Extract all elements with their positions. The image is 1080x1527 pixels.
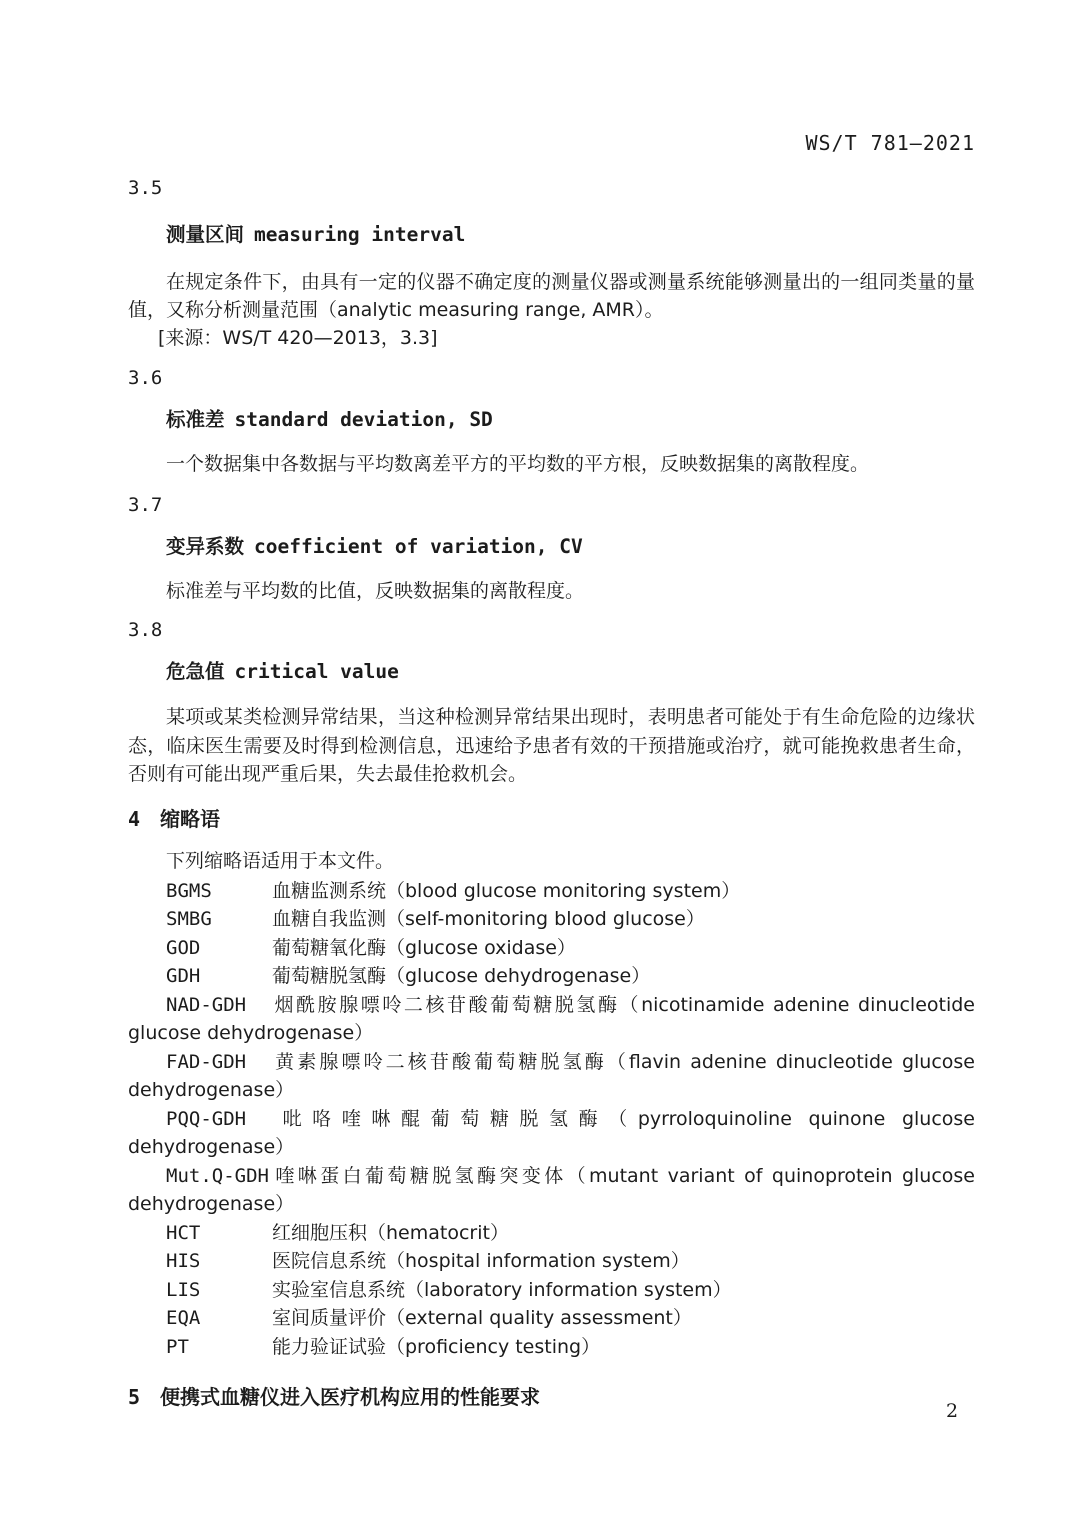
abbr-code: LIS [166,1278,201,1301]
chapter-title-5: 便携式血糖仪进入医疗机构应用的性能要求 [160,1385,541,1409]
page-number: 2 [946,1400,959,1422]
abbr-item-eqa [128,1304,975,1333]
abbr-definition: 吡咯喹啉醌葡萄糖脱氢酶（pyrroloquinoline quinone glucose dehydrogenase） [128,1107,975,1158]
abbr-code: HIS [166,1250,201,1272]
chapter-number-4: 4 [128,806,141,831]
term-heading-3-7 [128,534,975,560]
paragraph-3-7: 标准差与平均数的比值，反映数据集的离散程度。 [166,580,585,602]
abbr-item-nad-gdh [128,991,975,1048]
abbr-item-pqq-gdh [128,1105,975,1162]
abbr-item-bgms [128,877,975,906]
abbr-code: GDH [166,965,201,987]
chapter-heading-4 [128,806,975,833]
term-cn-3-5: 测量区间 [166,223,245,246]
abbr-code: BGMS [166,879,212,902]
abbr-code: PT [166,1335,189,1358]
abbr-item-god [128,934,975,963]
term-cn-3-7: 变异系数 [166,535,245,558]
term-en-3-8: critical value [234,660,399,683]
abbr-item-lis [128,1276,975,1305]
abbr-code: SMBG [166,908,212,930]
doc-code-header: WS/T 781—2021 [805,131,975,155]
abbr-item-fad-gdh [128,1048,975,1105]
paragraph-3-5: 在规定条件下，由具有一定的仪器不确定度的测量仪器或测量系统能够测量出的一组同类量的量值，又称分析测量范围（analytic measuring range, AMR）。 [128,271,975,321]
term-heading-3-6 [128,407,975,433]
source-ref-3-5: [来源：WS/T 420—2013，3.3] [158,327,438,349]
section-number-3-6: 3.6 [128,367,163,389]
abbr-definition: 葡萄糖脱氢酶（glucose dehydrogenase） [272,965,651,987]
paragraph-3-8: 某项或某类检测异常结果，当这种检测异常结果出现时，表明患者可能处于有生命危险的边缘状态，临床医生需要及时得到检测信息，迅速给予患者有效的干预措施或治疗，就可能挽救患者生命，否则有可能出现严重后果，失去最佳抢救机会。 [128,706,975,785]
abbr-item-hct [128,1219,975,1248]
abbr-item-his [128,1247,975,1276]
abbr-code: FAD-GDH [166,1050,247,1073]
chapter-number-5: 5 [128,1385,141,1409]
abbr-definition: 黄素腺嘌呤二核苷酸葡萄糖脱氢酶（flavin adenine dinucleotide glucose dehydrogenase） [128,1050,975,1101]
section-number-3-7: 3.7 [128,494,163,516]
abbr-item-gdh [128,962,975,991]
abbr-code: PQQ-GDH [166,1107,247,1130]
term-en-3-6: standard deviation, SD [234,408,493,431]
abbr-definition: 喹啉蛋白葡萄糖脱氢酶突变体（mutant variant of quinoprotein glucose dehydrogenase） [128,1164,975,1215]
abbr-code: HCT [166,1221,201,1244]
abbr-definition: 室间质量评价（external quality assessment） [272,1307,692,1329]
term-heading-3-5 [128,222,975,248]
term-cn-3-8: 危急值 [166,660,225,683]
page-content [128,0,975,1411]
term-en-3-5: measuring interval [254,223,466,246]
abbr-definition: 葡萄糖氧化酶（glucose oxidase） [272,936,576,959]
chapter-title-4: 缩略语 [160,806,221,831]
abbr-item-pt [128,1333,975,1362]
abbr-code: EQA [166,1307,201,1329]
paragraph-3-6: 一个数据集中各数据与平均数离差平方的平均数的平方根，反映数据集的离散程度。 [166,453,870,475]
abbr-code: NAD-GDH [166,993,247,1016]
abbr-definition: 红细胞压积（hematocrit） [272,1221,509,1244]
section-number-3-8: 3.8 [128,619,163,641]
term-en-3-7: coefficient of variation, CV [254,535,583,558]
abbr-definition: 烟酰胺腺嘌呤二核苷酸葡萄糖脱氢酶（nicotinamide adenine dinucleotide glucose dehydrogenase） [128,993,975,1044]
term-heading-3-8 [128,659,975,685]
abbreviation-list [128,877,975,1362]
abbr-definition: 实验室信息系统（laboratory information system） [272,1278,732,1301]
chapter-heading-5 [128,1384,975,1411]
abbreviation-intro: 下列缩略语适用于本文件。 [166,849,395,872]
abbr-definition: 血糖自我监测（self-monitoring blood glucose） [272,908,705,930]
abbr-definition: 能力验证试验（proficiency testing） [272,1335,601,1358]
abbr-definition: 医院信息系统（hospital information system） [272,1250,690,1272]
abbr-code: Mut.Q-GDH [166,1164,269,1187]
abbr-definition: 血糖监测系统（blood glucose monitoring system） [272,879,741,902]
abbr-item-smbg [128,905,975,934]
section-number-3-5: 3.5 [128,177,163,199]
abbr-code: GOD [166,936,201,959]
term-cn-3-6: 标准差 [166,408,225,431]
abbr-item-mutq-gdh [128,1162,975,1219]
